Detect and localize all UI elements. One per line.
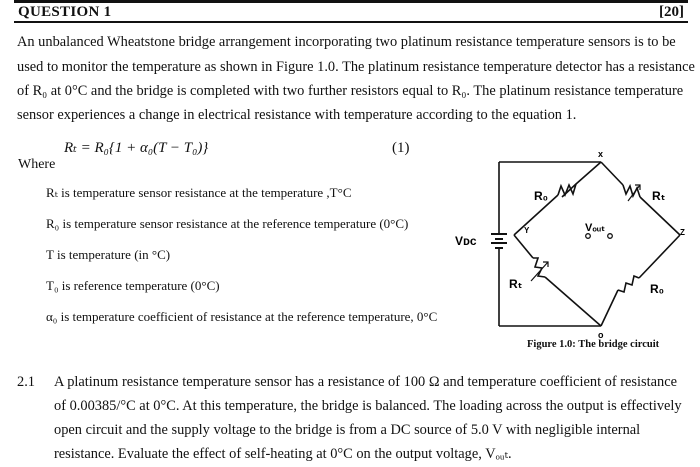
arm-x-y: [562, 162, 601, 197]
question-title: QUESTION 1: [18, 4, 112, 20]
node-o-label: o: [598, 330, 604, 340]
equation: Rₜ = R₀{1 + α₀(T − T₀)}: [64, 140, 209, 156]
question-marks: [20]: [659, 4, 684, 20]
definition-item: T is temperature (in °C): [46, 247, 171, 262]
vout-label: Vₒᵤₜ: [585, 222, 606, 234]
node-x-label: x: [598, 149, 604, 159]
resistor-top-right-zigzag: [623, 185, 640, 197]
header-underline: [14, 21, 688, 23]
resistor-bottom-right-zigzag: [618, 276, 639, 292]
definition-item: R₀ is temperature sensor resistance at the reference temperature (0°C): [46, 216, 409, 231]
question-line: resistance. Evaluate the effect of self-heating at 0°C on the output voltage, Vₒᵤₜ.: [54, 446, 512, 462]
bridge-circuit-diagram: [452, 145, 692, 340]
resistor-top-right-label: Rₜ: [652, 189, 666, 203]
resistor-bottom-right-label: R₀: [650, 282, 665, 296]
node-z-label: Z: [680, 228, 685, 237]
node-y-label: Y: [524, 226, 530, 235]
equation-number: (1): [392, 140, 410, 156]
paragraph-line: used to monitor the temperature as shown in Figure 1.0. The platinum resistance temperature detector has a resistance: [17, 59, 695, 75]
paragraph-line: of R₀ at 0°C and the bridge is completed with two further resistors equal to R₀. The platinum resistance temperature: [17, 83, 684, 99]
header-top-rule: [14, 0, 688, 3]
definition-item: α₀ is temperature coefficient of resistance at the reference temperature, 0°C: [46, 309, 438, 324]
question-line: of 0.00385/°C at 0°C. At this temperature, the bridge is balanced. The loading across the output is effectively: [54, 398, 682, 414]
resistor-bottom-left-label: Rₜ: [509, 277, 523, 291]
paragraph-line: sensor experiences a change in electrical resistance with temperature according to the equation 1.: [17, 107, 577, 123]
figure-caption: Figure 1.0: The bridge circuit: [527, 339, 660, 350]
where-label: Where: [18, 157, 56, 172]
definition-item: T₀ is reference temperature (0°C): [46, 278, 220, 293]
paragraph-line: An unbalanced Wheatstone bridge arrangement incorporating two platinum resistance temperature sensors is to be: [17, 34, 676, 50]
question-line: A platinum resistance temperature sensor has a resistance of 100 Ω and temperature coefficient of resistance: [54, 374, 677, 390]
question-number: 2.1: [17, 374, 35, 390]
resistor-top-left-label: R₀: [534, 189, 549, 203]
definition-item: Rₜ is temperature sensor resistance at the temperature ,T°C: [46, 185, 352, 200]
vdc-label: Vᴅᴄ: [455, 234, 477, 248]
question-line: open circuit and the supply voltage to the bridge is from a DC source of 5.0 V with negligible internal: [54, 422, 641, 438]
